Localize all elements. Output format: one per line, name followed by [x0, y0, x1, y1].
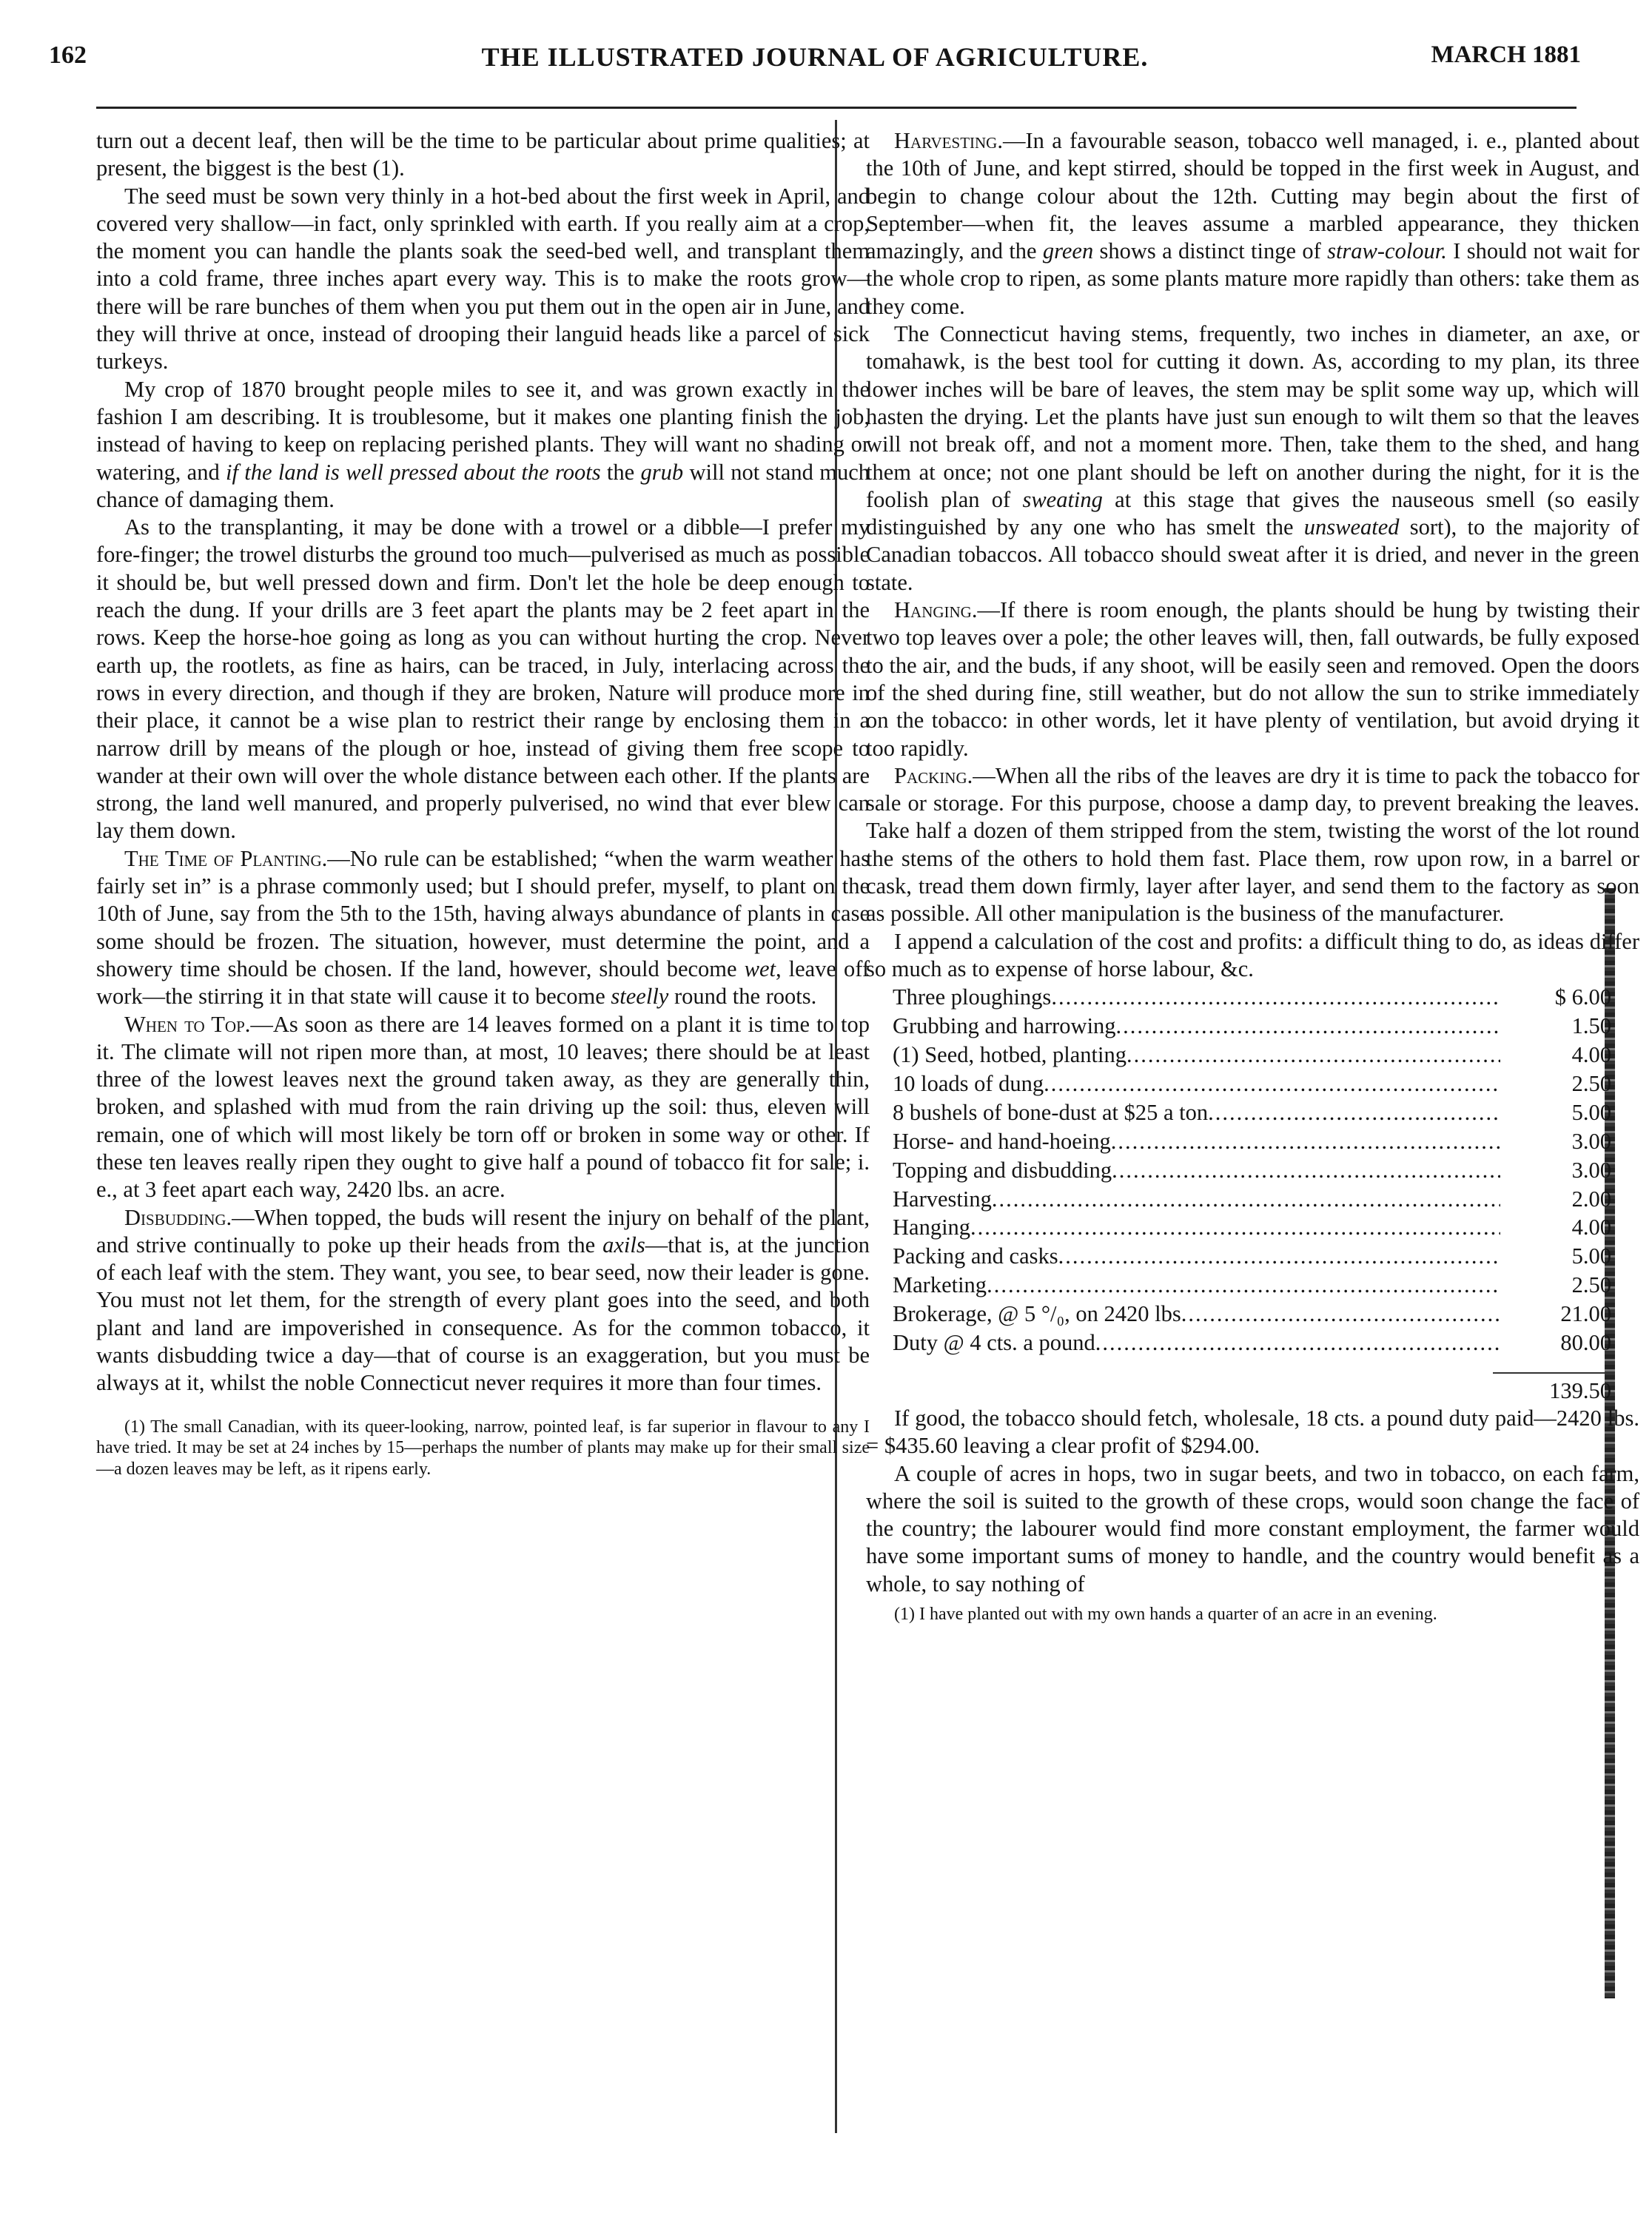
cost-row: Marketing ..... 2.50: [866, 1271, 1639, 1300]
section-heading: The Time of Planting.: [124, 845, 328, 871]
cost-row: Three ploughings ..... $ 6.00: [866, 983, 1639, 1012]
cost-row: Brokerage, @ 5 °/₀, on 2420 lbs ..... 21.00: [866, 1300, 1639, 1329]
journal-title: THE ILLUSTRATED JOURNAL OF AGRICULTURE.: [481, 42, 1149, 72]
footnote: (1) The small Canadian, with its queer-looking, narrow, pointed leaf, is far superior in flavour to any I have tried. It may be set at 24 inches by 15—perhaps the number of plants may make up for their small size—a dozen leaves may be left, as it ripens early.: [96, 1417, 870, 1479]
paragraph: Disbudding.—When topped, the buds will resent the injury on behalf of the plant, and strive continually to poke up their heads from the axils—that is, at the junction of each leaf with the stem. They want, you see, to bear seed, now their leader is gone. You must not let them, for the strength of every plant goes into the seed, and both plant and land are impoverished in consequence. As for the common tobacco, it wants disbudding twice a day—that of course is an exaggeration, but you must be always at it, whilst the noble Connecticut never requires it more than four times.: [96, 1204, 870, 1396]
paragraph: Harvesting.—In a favourable season, tobacco well managed, i. e., planted about the 10th of June, and kept stirred, should be topped in the first week in August, and begin to change colour about the 12th. Cutting may begin about the first of September—when fit, the leaves assume a marbled appearance, they thicken amazingly, and the green shows a distinct tinge of straw-colour. I should not wait for the whole crop to ripen, as some plants mature more rapidly than others: take them as they come.: [866, 128, 1640, 319]
header-rule: [96, 107, 1577, 109]
cost-row: (1) Seed, hotbed, planting ..... 4.00: [866, 1041, 1639, 1070]
section-heading: Disbudding.: [124, 1204, 232, 1230]
paragraph: The Connecticut having stems, frequently, two inches in diameter, an axe, or tomahawk, is the best tool for cutting it down. As, according to my plan, its three lower inches will be bare of leaves, the stem may be split some way up, which will hasten the drying. Let the plants have just sun enough to wilt them so that the leaves will not break off, and not a moment more. Then, take them to the shed, and hang them at once; not one plant should be left on another during the night, for it is the foolish plan of sweating at this stage that gives the nauseous smell (so easily distinguished by any one who has smelt the unsweated sort), to the majority of Canadian tobaccos. All tobacco should sweat after it is dried, and never in the green state.: [866, 321, 1640, 595]
cost-table: [866, 983, 1639, 1405]
cost-row: Packing and casks ..... 5.00: [866, 1242, 1639, 1271]
paragraph: I append a calculation of the cost and profits: a difficult thing to do, as ideas differ so much as to expense of horse labour, &c.: [866, 928, 1639, 981]
footnote: (1) I have planted out with my own hands a quarter of an acre in an evening.: [894, 1605, 1437, 1625]
cost-row: Hanging ..... 4.00: [866, 1213, 1639, 1242]
page-number: 162: [49, 41, 87, 69]
paragraph: turn out a decent leaf, then will be the time to be particular about prime qualities; at present, the biggest is the best (1).: [96, 128, 870, 181]
cost-total: 139.50: [1549, 1377, 1611, 1403]
cost-row: Grubbing and harrowing ..... 1.50: [866, 1012, 1639, 1041]
paragraph: If good, the tobacco should fetch, wholesale, 18 cts. a pound duty paid—2420 lbs. = $435.60 leaving a clear profit of $294.00.: [866, 1405, 1639, 1459]
paragraph: The seed must be sown very thinly in a hot-bed about the first week in April, and covered very shallow—in fact, only sprinkled with earth. If you really aim at a crop, the moment you can handle the plants soak the seed-bed well, and transplant them into a cold frame, three inches apart every way. This is to make the roots grow—there will be rare bunches of them when you put them out in the open air in June, and they will thrive at once, instead of drooping their languid heads like a parcel of sick turkeys.: [96, 183, 870, 375]
right-column: [866, 127, 1639, 1625]
section-heading: Harvesting.: [894, 128, 1003, 153]
paragraph: Hanging.—If there is room enough, the plants should be hung by twisting their two top leaves over a pole; the other leaves will, then, fall outwards, be fully exposed to the air, and the buds, if any shoot, will be easily seen and removed. Open the doors of the shed during fine, still weather, but do not allow the sun to strike immediately on the tobacco: in other words, let it have plenty of ventilation, but avoid drying it too rapidly.: [866, 597, 1639, 761]
paragraph: As to the transplanting, it may be done with a trowel or a dibble—I prefer my fore-finger; the trowel disturbs the ground too much—pulverised as much as possible it should be, but well pressed down and firm. Don't let the hole be deep enough to reach the dung. If your drills are 3 feet apart the plants may be 2 feet apart in the rows. Keep the horse-hoe going as long as you can without hurting the crop. Never earth up, the rootlets, as fine as hairs, can be traced, in July, interlacing across the rows in every direction, and though if they are broken, Nature will produce more in their place, it cannot be a wise plan to restrict their range by enclosing them in a narrow drill by means of the plough or hoe, instead of giving them free scope to wander at their own will over the whole distance between each other. If the plants are strong, the land well manured, and properly pulverised, no wind that ever blew can lay them down.: [96, 514, 870, 844]
paragraph: My crop of 1870 brought people miles to see it, and was grown exactly in the fashion I am describing. It is troublesome, but it makes one planting finish the job, instead of having to keep on replacing perished plants. They will want no shading or watering, and if the land is well pressed about the roots the grub will not stand much chance of damaging them.: [96, 376, 870, 512]
cost-row: Duty @ 4 cts. a pound ..... 80.00: [866, 1329, 1639, 1357]
section-heading: Hanging.: [894, 597, 978, 623]
cost-row: Topping and disbudding ..... 3.00: [866, 1156, 1639, 1185]
cost-row: 10 loads of dung ..... 2.50: [866, 1070, 1639, 1098]
cost-row: Harvesting ..... 2.00: [866, 1185, 1639, 1214]
left-column: [96, 127, 870, 1480]
paragraph: A couple of acres in hops, two in sugar beets, and two in tobacco, on each farm, where the soil is suited to the growth of these crops, would soon change the face of the country; the labourer would find more constant employment, the farmer would have some important sums of money to handle, and the country would benefit as a whole, to say nothing of: [866, 1460, 1639, 1596]
cost-row: 8 bushels of bone-dust at $25 a ton ..... 5.00: [866, 1098, 1639, 1127]
paragraph: The Time of Planting.—No rule can be established; “when the warm weather has fairly set in” is a phrase commonly used; but I should prefer, myself, to plant on the 10th of June, say from the 5th to the 15th, having always abundance of plants in case some should be frozen. The situation, however, must determine the point, and a showery time should be chosen. If the land, however, should become wet, leave off work—the stirring it in that state will cause it to become steelly round the roots.: [96, 845, 870, 1010]
issue-date: MARCH 1881: [1431, 41, 1581, 68]
total-rule: [1493, 1372, 1611, 1374]
page-header: [49, 41, 1581, 86]
section-heading: When to Top.: [124, 1011, 251, 1037]
section-heading: Packing.: [894, 762, 973, 788]
paragraph: Packing.—When all the ribs of the leaves are dry it is time to pack the tobacco for sale or storage. For this purpose, choose a damp day, to prevent breaking the leaves. Take half a dozen of them stripped from the stem, twisting the worst of the lot round the stems of the others to hold them fast. Place them, row upon row, in a barrel or cask, tread them down firmly, layer after layer, and send them to the factory as soon as possible. All other manipulation is the business of the manufacturer.: [866, 762, 1639, 927]
cost-row: Horse- and hand-hoeing ..... 3.00: [866, 1127, 1639, 1156]
paragraph: When to Top.—As soon as there are 14 leaves formed on a plant it is time to top it. The climate will not ripen more than, at most, 10 leaves; there should be at least three of the lowest leaves next the ground taken away, as they are generally thin, broken, and splashed with mud from the rain driving up the soil: thus, eleven will remain, one of which will most likely be torn off or broken in some way or other. If these ten leaves really ripen they ought to give half a pound of tobacco fit for sale; i. e., at 3 feet apart each way, 2420 lbs. an acre.: [96, 1011, 870, 1203]
